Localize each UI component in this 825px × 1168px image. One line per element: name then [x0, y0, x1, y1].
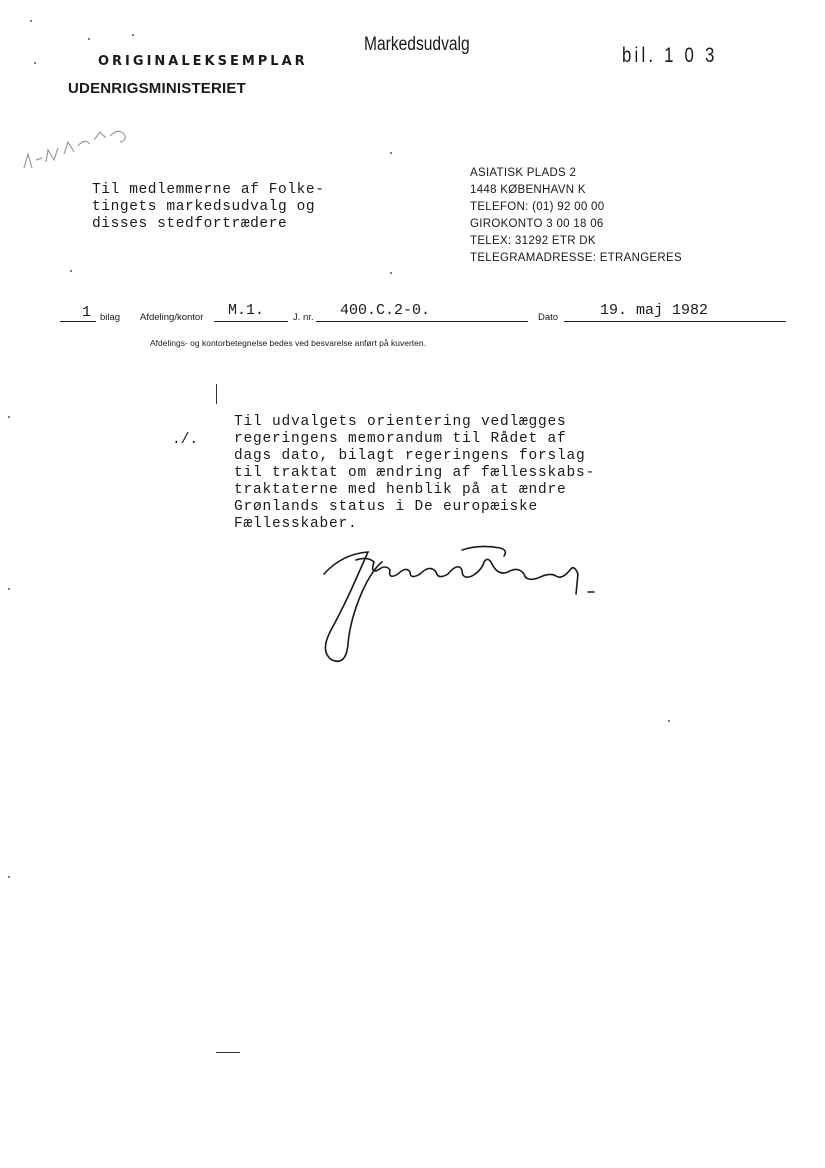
scan-speck: [70, 270, 72, 272]
body-line: Grønlands status i De europæiske: [234, 499, 539, 515]
scan-speck: [390, 272, 392, 274]
envelope-note: Afdelings- og kontorbetegnelse bedes ved besvarelse anført på kuverten.: [150, 338, 426, 348]
scan-speck: [668, 720, 670, 722]
reference-line: [60, 300, 786, 326]
bilag-count: 1: [82, 304, 92, 321]
address-city: 1448 KØBENHAVN K: [470, 184, 586, 196]
bottom-rule: [216, 1052, 240, 1053]
letter-body: [234, 414, 595, 533]
bilag-number: bil. 1 0 3: [622, 44, 718, 67]
scan-speck: [30, 20, 32, 22]
jnr-value: 400.C.2-0.: [340, 302, 431, 319]
dato-label: Dato: [538, 312, 559, 323]
stamp-originaleksemplar: ORIGINALEKSEMPLAR: [98, 54, 308, 69]
margin-mark: [216, 384, 217, 404]
scan-speck: [88, 38, 90, 40]
body-line: dags dato, bilagt regeringens forslag: [234, 448, 586, 464]
body-line: Til udvalgets orientering vedlægges: [234, 414, 567, 430]
received-date-stamp: [14, 110, 144, 180]
scan-speck: [390, 152, 392, 154]
scan-speck: [8, 416, 10, 418]
enclosure-mark: ./.: [172, 432, 199, 448]
scan-speck: [8, 876, 10, 878]
ministry-name: UDENRIGSMINISTERIET: [68, 80, 246, 97]
scan-speck: [8, 588, 10, 590]
scan-speck: [34, 62, 36, 64]
recipient-line: disses stedfortrædere: [92, 216, 288, 232]
recipient-line: tingets markedsudvalg og: [92, 199, 316, 215]
recipient-block: [92, 182, 325, 233]
scan-speck: [132, 34, 134, 36]
recipient-line: Til medlemmerne af Folke-: [92, 182, 325, 198]
bilag-label: bilag: [100, 312, 121, 323]
address-telegram: TELEGRAMADRESSE: ETRANGERES: [470, 252, 682, 264]
dato-value: 19. maj 1982: [600, 302, 709, 319]
handwritten-signature: [312, 540, 612, 670]
address-telex: TELEX: 31292 ETR DK: [470, 235, 596, 247]
afdeling-label: Afdeling/kontor: [140, 312, 204, 323]
body-line: traktaterne med henblik på at ændre: [234, 482, 567, 498]
jnr-label: J. nr.: [293, 312, 314, 323]
address-phone: TELEFON: (01) 92 00 00: [470, 201, 605, 213]
address-block: [470, 165, 682, 267]
body-line: Fællesskaber.: [234, 516, 358, 532]
body-line: til traktat om ændring af fællesskabs-: [234, 465, 596, 481]
handwritten-committee-note: Markedsudvalg: [364, 34, 470, 55]
address-street: ASIATISK PLADS 2: [470, 167, 577, 179]
body-line: regeringens memorandum til Rådet af: [234, 431, 567, 447]
address-giro: GIROKONTO 3 00 18 06: [470, 218, 604, 230]
afdeling-value: M.1.: [228, 302, 265, 319]
